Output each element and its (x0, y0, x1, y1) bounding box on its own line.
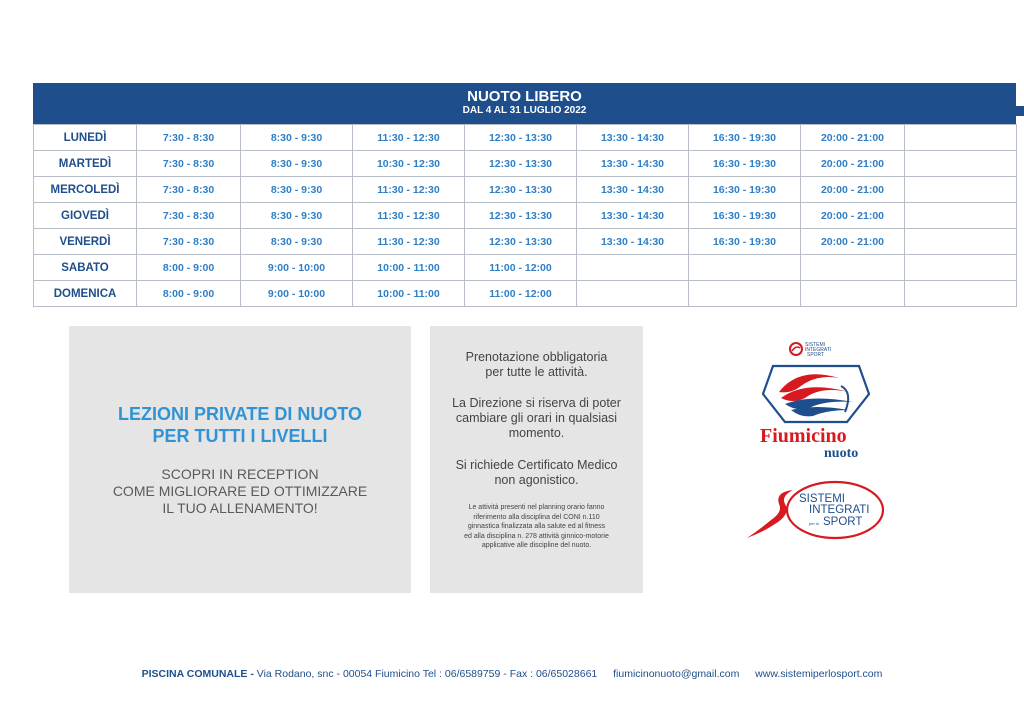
fiumicino-nuoto-logo (757, 340, 877, 462)
time-slot: 10:30 - 12:30 (353, 151, 465, 177)
time-slot: 11:30 - 12:30 (353, 203, 465, 229)
time-slot: 11:00 - 12:00 (465, 281, 577, 307)
svg-text:Fiumicino: Fiumicino (760, 425, 847, 447)
time-slot: 7:30 - 8:30 (137, 203, 241, 229)
svg-text:SISTEMI: SISTEMI (805, 342, 826, 348)
footer (0, 668, 1024, 680)
time-slot: 10:00 - 11:00 (353, 281, 465, 307)
schedule-row (34, 151, 1017, 177)
time-slot (905, 229, 1017, 255)
time-slot: 7:30 - 8:30 (137, 177, 241, 203)
time-slot: 12:30 - 13:30 (465, 203, 577, 229)
schedule-row (34, 281, 1017, 307)
time-slot: 11:30 - 12:30 (353, 177, 465, 203)
time-slot: 20:00 - 21:00 (801, 229, 905, 255)
time-slot: 12:30 - 13:30 (465, 229, 577, 255)
time-slot: 13:30 - 14:30 (577, 229, 689, 255)
time-slot: 20:00 - 21:00 (801, 177, 905, 203)
time-slot (689, 281, 801, 307)
schedule-row (34, 125, 1017, 151)
time-slot: 7:30 - 8:30 (137, 125, 241, 151)
booking-note: Prenotazione obbligatoria per tutte le attività. (465, 350, 608, 379)
time-slot: 16:30 - 19:30 (689, 203, 801, 229)
private-lessons-panel (69, 326, 411, 593)
day-label: LUNEDÌ (34, 125, 137, 151)
time-slot (801, 281, 905, 307)
day-label: MARTEDÌ (34, 151, 137, 177)
time-slot: 11:30 - 12:30 (353, 125, 465, 151)
day-label: SABATO (34, 255, 137, 281)
time-slot: 11:00 - 12:00 (465, 255, 577, 281)
time-slot: 9:00 - 10:00 (241, 255, 353, 281)
svg-text:SPORT: SPORT (807, 352, 825, 358)
footer-website[interactable]: www.sistemiperlosport.com (755, 668, 883, 680)
day-label: MERCOLEDÌ (34, 177, 137, 203)
sistemi-integrati-logo (745, 480, 887, 544)
svg-text:per lo: per lo (809, 521, 820, 526)
svg-text:INTEGRATI: INTEGRATI (805, 347, 832, 353)
rights-note: La Direzione si riserva di poter cambiare gli orari in qualsiasi momento. (452, 396, 621, 440)
footer-name: PISCINA COMUNALE - (141, 668, 254, 680)
time-slot (905, 151, 1017, 177)
time-slot: 7:30 - 8:30 (137, 151, 241, 177)
time-slot (801, 255, 905, 281)
time-slot: 16:30 - 19:30 (689, 177, 801, 203)
info-panel (430, 326, 643, 593)
time-slot (689, 255, 801, 281)
schedule-subtitle: DAL 4 AL 31 LUGLIO 2022 (462, 105, 587, 116)
time-slot: 8:30 - 9:30 (241, 177, 353, 203)
time-slot (905, 281, 1017, 307)
time-slot: 16:30 - 19:30 (689, 229, 801, 255)
svg-text:SISTEMI: SISTEMI (799, 493, 846, 505)
schedule-header (33, 83, 1016, 124)
time-slot (577, 281, 689, 307)
day-label: GIOVEDÌ (34, 203, 137, 229)
private-lessons-text: SCOPRI IN RECEPTION COME MIGLIORARE ED OTTIMIZZARE IL TUO ALLENAMENTO! (112, 466, 368, 516)
private-lessons-title: LEZIONI PRIVATE DI NUOTO PER TUTTI I LIVELLI (117, 404, 362, 446)
time-slot (905, 125, 1017, 151)
time-slot: 8:00 - 9:00 (137, 255, 241, 281)
footer-address: Via Rodano, snc - 00054 Fiumicino Tel : 06/6589759 - Fax : 06/65028661 (256, 668, 598, 680)
time-slot: 11:30 - 12:30 (353, 229, 465, 255)
day-label: DOMENICA (34, 281, 137, 307)
time-slot: 13:30 - 14:30 (577, 177, 689, 203)
schedule-row (34, 229, 1017, 255)
schedule-row (34, 255, 1017, 281)
time-slot: 8:30 - 9:30 (241, 203, 353, 229)
time-slot: 12:30 - 13:30 (465, 177, 577, 203)
coni-note: Le attività presenti nel planning orario fanno riferimento alla disciplina del CONI n.110 ginnastica finalizzata alla salute ed al fitness ed alla disciplina n. 278 attività ginnico-motorie applicative alle discipline del nuoto. (464, 504, 609, 549)
time-slot: 12:30 - 13:30 (465, 151, 577, 177)
schedule-row (34, 177, 1017, 203)
time-slot: 20:00 - 21:00 (801, 151, 905, 177)
time-slot: 16:30 - 19:30 (689, 125, 801, 151)
time-slot: 13:30 - 14:30 (577, 203, 689, 229)
header-tab-decoration (1013, 106, 1024, 116)
time-slot: 7:30 - 8:30 (137, 229, 241, 255)
time-slot: 8:30 - 9:30 (241, 151, 353, 177)
time-slot: 9:00 - 10:00 (241, 281, 353, 307)
schedule-row (34, 203, 1017, 229)
schedule-title: NUOTO LIBERO (467, 88, 582, 105)
svg-text:INTEGRATI: INTEGRATI (809, 504, 870, 516)
time-slot: 12:30 - 13:30 (465, 125, 577, 151)
svg-text:nuoto: nuoto (824, 446, 859, 461)
time-slot: 16:30 - 19:30 (689, 151, 801, 177)
time-slot (577, 255, 689, 281)
schedule-table (33, 124, 1017, 307)
certificate-note: Si richiede Certificato Medico non agonistico. (455, 458, 618, 487)
time-slot (905, 177, 1017, 203)
day-label: VENERDÌ (34, 229, 137, 255)
time-slot: 8:30 - 9:30 (241, 229, 353, 255)
time-slot: 10:00 - 11:00 (353, 255, 465, 281)
time-slot: 13:30 - 14:30 (577, 151, 689, 177)
svg-text:SPORT: SPORT (823, 516, 863, 528)
time-slot: 8:00 - 9:00 (137, 281, 241, 307)
time-slot: 8:30 - 9:30 (241, 125, 353, 151)
time-slot (905, 255, 1017, 281)
time-slot: 20:00 - 21:00 (801, 203, 905, 229)
footer-email[interactable]: fiumicinonuoto@gmail.com (613, 668, 740, 680)
time-slot: 13:30 - 14:30 (577, 125, 689, 151)
time-slot: 20:00 - 21:00 (801, 125, 905, 151)
time-slot (905, 203, 1017, 229)
